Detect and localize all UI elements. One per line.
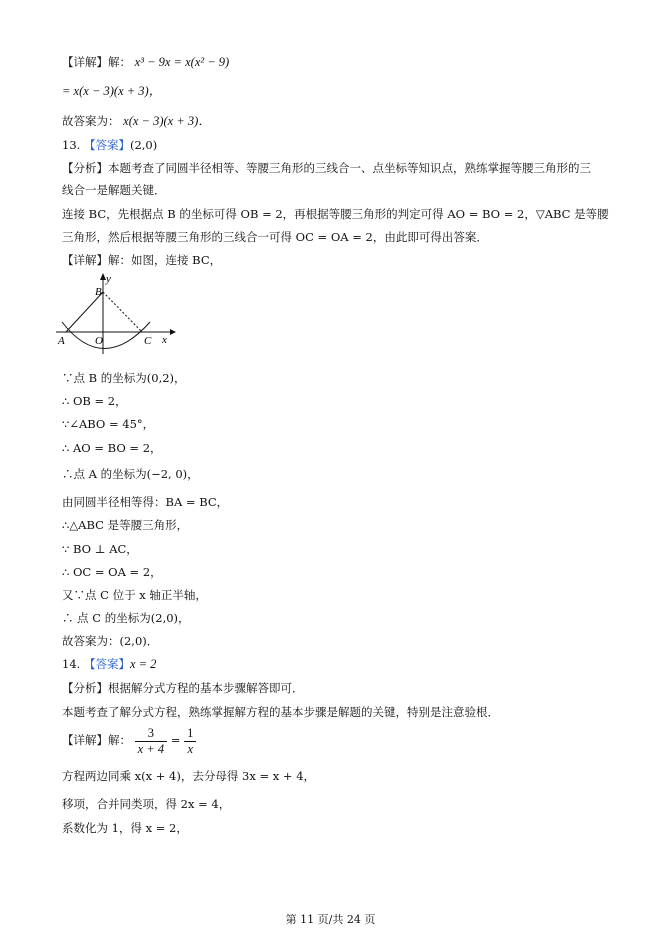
q14-detail-intro: 解：: [108, 733, 131, 747]
q13-analysis-1: 本题考查了同圆半径相等、等腰三角形的三线合一、点坐标等知识点，熟练掌握等腰三角形的三: [108, 161, 591, 175]
label-x: x: [162, 334, 167, 346]
q12-eq2: = x(x − 3)(x + 3)，: [62, 84, 162, 98]
q13-figure: [52, 270, 182, 356]
fraction-right: [184, 726, 196, 757]
label-o: O: [95, 335, 103, 347]
fraction-left: [135, 726, 167, 757]
q12-answer-line: [62, 113, 211, 129]
q14-number: 14.: [62, 657, 81, 671]
q13-number: 13.: [62, 138, 81, 152]
q13-answer-tag: 【答案】: [83, 138, 130, 152]
q13-step: ∵∠ABO = 45°，: [62, 417, 155, 431]
q13-step: ∴△ABC 是等腰三角形，: [62, 518, 189, 532]
q14-analysis-tag: 【分析】: [62, 681, 108, 695]
q13-analysis-4: 三角形，然后根据等腰三角形的三线合一可得 OC = OA = 2，由此即可得出答案．: [62, 230, 488, 244]
q13-analysis-3: 连接 BC，先根据点 B 的坐标可得 OB = 2，再根据等腰三角形的判定可得 AO = BO = 2，▽ABC 是等腰: [62, 207, 609, 221]
fraction-right-denominator: x: [187, 741, 193, 756]
q13-step: ∴ AO = BO = 2，: [62, 441, 162, 455]
q12-eq1: x³ − 9x = x(x² − 9): [134, 55, 230, 69]
q14-detail-line: [62, 724, 196, 757]
label-y: y: [106, 273, 111, 285]
fraction-right-numerator: 1: [184, 726, 196, 742]
q13-analysis-line-1: [62, 160, 591, 176]
q13-step: 故答案为：(2,0)．: [62, 634, 159, 648]
q13-step: ∴ OC = OA = 2，: [62, 565, 162, 579]
q12-eq2-line: [62, 83, 161, 99]
q14-analysis-1: 根据解分式方程的基本步骤解答即可．: [108, 681, 304, 695]
q13-step: 又∵点 C 位于 x 轴正半轴，: [62, 588, 207, 602]
page-footer: 第 11 页/共 24 页: [285, 913, 376, 926]
q14-analysis-line-2: [62, 704, 499, 720]
q14-step: 移项，合并同类项，得 2x = 4，: [62, 797, 231, 811]
label-a: A: [58, 335, 65, 347]
fraction-left-numerator: 3: [135, 726, 167, 742]
q13-answer-value: (2,0): [129, 138, 158, 152]
q13-answer-line: [62, 137, 157, 153]
q13-detail-line: [62, 252, 221, 268]
x-axis-arrow-icon: [170, 329, 176, 335]
q12-answer-prefix: 故答案为：: [62, 114, 120, 128]
q13-step: 由同圆半径相等得：BA = BC，: [62, 495, 229, 509]
segment-bc: [103, 292, 142, 332]
q14-answer-line: [62, 656, 156, 672]
q14-answer-tag: 【答案】: [83, 657, 130, 671]
segment-ab: [66, 292, 103, 332]
q14-step: 系数化为 1，得 x = 2，: [62, 821, 188, 835]
q14-detail-tag: 【详解】: [62, 733, 108, 747]
q13-step: ∴ OB = 2，: [62, 394, 127, 408]
q13-step: ∵ BO ⊥ AC，: [62, 542, 138, 556]
q12-detail-tag: 【详解】解：: [62, 55, 131, 69]
label-b: B: [95, 286, 102, 298]
q13-detail-tag: 【详解】: [62, 253, 108, 267]
circle-arc: [62, 322, 150, 349]
q13-step: ∴点 A 的坐标为(−2, 0)，: [62, 467, 199, 481]
q12-detail-line: [62, 54, 229, 70]
q13-analysis-line-2: [62, 182, 166, 198]
q13-step: ∴ 点 C 的坐标为(2,0)，: [62, 611, 190, 625]
q13-analysis-line-3: [62, 206, 609, 222]
label-c: C: [144, 335, 152, 347]
fraction-left-denominator: x + 4: [137, 741, 165, 756]
q13-analysis-2: 线合一是解题关键．: [62, 183, 166, 197]
q12-answer: x(x − 3)(x + 3)．: [123, 114, 211, 128]
equals-sign: =: [170, 733, 181, 747]
q13-detail-intro: 解：如图，连接 BC，: [108, 253, 222, 267]
q14-analysis-line-1: [62, 680, 304, 696]
q14-analysis-2: 本题考查了解分式方程，熟练掌握解方程的基本步骤是解题的关键，特别是注意验根．: [62, 705, 499, 719]
q13-step: ∵点 B 的坐标为(0,2)，: [62, 371, 186, 385]
q14-step: 方程两边同乘 x(x + 4)，去分母得 3x = x + 4，: [62, 769, 316, 783]
q13-analysis-tag: 【分析】: [62, 161, 108, 175]
q13-analysis-line-4: [62, 229, 488, 245]
q14-answer-value: x = 2: [129, 657, 157, 671]
